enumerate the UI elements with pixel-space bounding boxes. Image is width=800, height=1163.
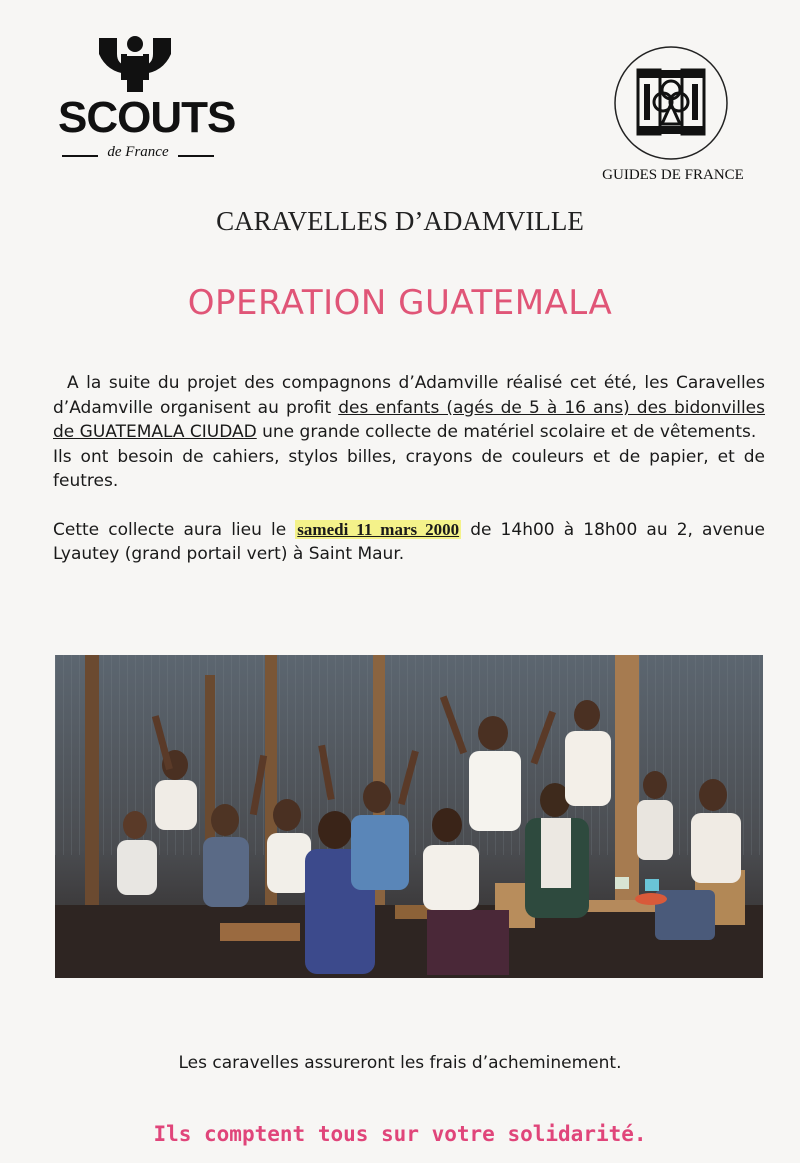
logo-rule-right xyxy=(178,155,214,157)
collection-text: une grande collecte de matériel scolaire et de vêtements. xyxy=(256,422,757,442)
closing-note: Les caravelles assureront les frais d’acheminement. xyxy=(178,1053,622,1073)
guides-caption: GUIDES DE FRANCE xyxy=(602,167,744,183)
guides-emblem-icon xyxy=(610,44,732,162)
operation-headline: OPERATION GUATEMALA xyxy=(187,283,613,323)
event-intro-text: Cette collecte aura lieu le xyxy=(53,519,296,540)
scouts-emblem-icon xyxy=(95,34,175,94)
paragraph-needs: Ils ont besoin de cahiers, stylos billes, crayons de couleurs et de papier, et de feutres. xyxy=(53,446,765,491)
paragraph-project xyxy=(53,371,765,445)
classroom-photo-image xyxy=(55,655,763,978)
event-details-text: de 14h00 à 18h00 au 2, avenue Lyautey (grand portail vert) à Saint Maur. xyxy=(53,519,765,564)
scouts-subtitle: de France xyxy=(107,144,169,160)
paragraph-event xyxy=(53,518,765,567)
beneficiaries-text: des enfants (agés de 5 à 16 ans) des bidonvilles de GUATEMALA CIUDAD xyxy=(53,397,765,442)
guides-de-france-logo xyxy=(588,44,758,194)
page-title: CARAVELLES D’ADAMVILLE xyxy=(216,206,584,236)
event-date: samedi 11 mars 2000 xyxy=(297,519,460,539)
announcement-body xyxy=(53,371,765,567)
scouts-wordmark: SCOUTS xyxy=(58,93,236,142)
project-intro-text: A la suite du projet des compagnons d’Adamville réalisé cet été, les Caravelles d’Adamville organisent au profit xyxy=(53,373,765,418)
solidarity-appeal: Ils comptent tous sur votre solidarité. xyxy=(153,1122,647,1146)
scouts-de-france-logo xyxy=(58,34,236,164)
classroom-photo xyxy=(55,655,763,978)
